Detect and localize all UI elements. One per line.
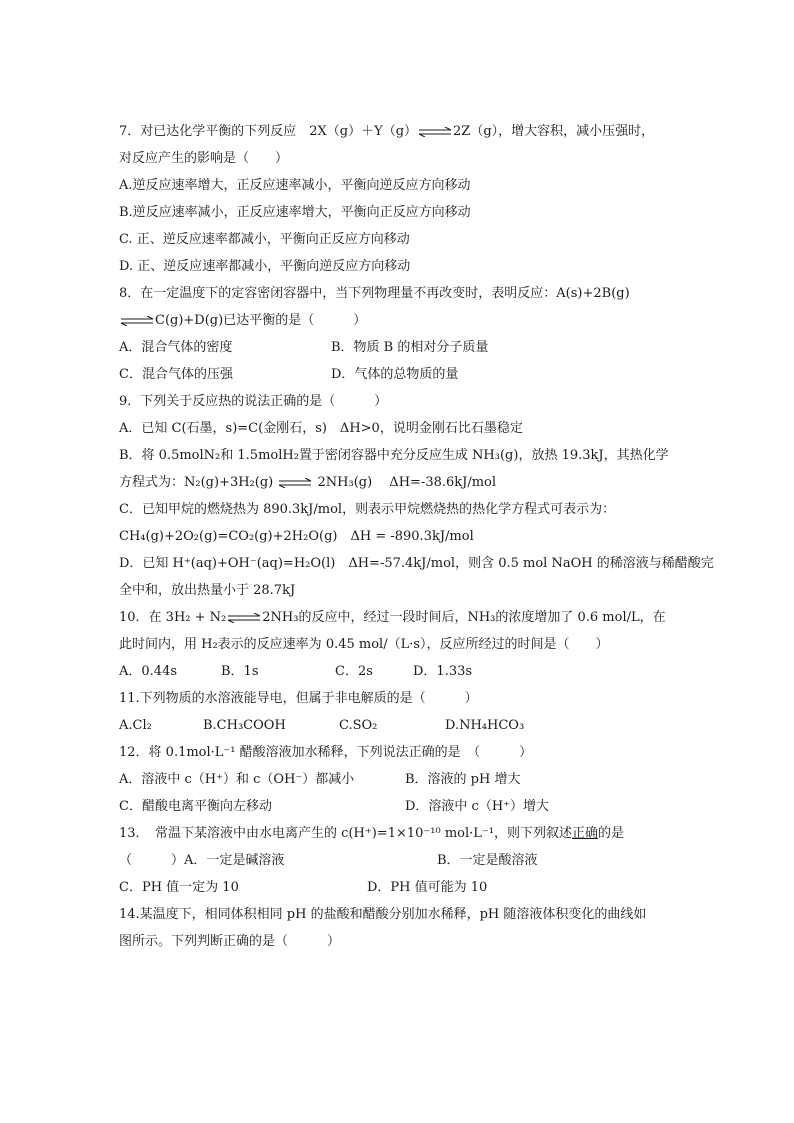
q7-option-a: A.逆反应速率增大，正反应速率减小，平衡向逆反应方向移动 xyxy=(119,178,471,193)
q8-option-d: D．气体的总物质的量 xyxy=(331,367,459,382)
q14-line2: 图所示。下列判断正确的是（ ） xyxy=(119,934,341,949)
q12-option-a: A．溶液中 c（H⁺）和 c（OH⁻）都减小 xyxy=(119,772,355,787)
q11-line1: 11.下列物质的水溶液能导电，但属于非电解质的是（ ） xyxy=(119,691,478,706)
q9-line1: 9．下列关于反应热的说法正确的是（ ） xyxy=(119,394,388,409)
q7-line1 xyxy=(119,123,679,141)
q13-option-d: D．PH 值可能为 10 xyxy=(367,880,488,895)
q9-option-b-line2 xyxy=(119,474,679,492)
q8-line2-text: C(g)+D(g)已达平衡的是（ ） xyxy=(155,313,367,328)
equilibrium-arrow-icon xyxy=(278,478,312,488)
q9-option-a: A．已知 C(石墨，s)=C(金刚石，s) ΔH>0，说明金刚石比石墨稳定 xyxy=(119,421,523,436)
q11-option-d: D.NH₄HCO₃ xyxy=(445,718,525,733)
q8-line1: 8．在一定温度下的定容密闭容器中，当下列物理量不再改变时，表明反应：A(s)+2B(g) xyxy=(119,286,630,301)
q10-line1 xyxy=(119,609,679,627)
q10-option-a: A．0.44s xyxy=(119,664,178,679)
q9-option-c-line1: C．已知甲烷的燃烧热为 890.3kJ/mol，则表示甲烷燃烧热的热化学方程式可表示为： xyxy=(119,502,616,517)
q10-line2: 此时间内，用 H₂表示的反应速率为 0.45 mol/（L·s），反应所经过的时间是（ ） xyxy=(119,637,609,652)
q12-options-row2 xyxy=(119,798,679,816)
q12-option-d: D．溶液中 c（H⁺）增大 xyxy=(405,799,550,814)
q13-option-b: B．一定是酸溶液 xyxy=(437,853,538,868)
q13-line2 xyxy=(119,852,679,870)
q11-option-b: B.CH₃COOH xyxy=(203,718,286,733)
q13-option-a: （ ）A．一定是碱溶液 xyxy=(119,853,285,868)
q11-option-a: A.Cl₂ xyxy=(119,718,152,733)
equilibrium-arrow-icon xyxy=(120,316,154,326)
q13-text-post: 的是 xyxy=(597,826,624,841)
q13-underlined-word: 正确 xyxy=(571,826,598,841)
q9-option-b-line1: B．将 0.5molN₂和 1.5molH₂置于密闭容器中充分反应生成 NH₃(g)，放热 19.3kJ，其热化学 xyxy=(119,448,669,463)
q8-option-b: B．物质 B 的相对分子质量 xyxy=(331,340,489,355)
q12-option-b: B．溶液的 pH 增大 xyxy=(405,772,521,787)
q8-option-c: C．混合气体的压强 xyxy=(119,367,233,382)
q8-option-a: A．混合气体的密度 xyxy=(119,340,233,355)
q8-options-row2 xyxy=(119,366,679,384)
q10-options xyxy=(119,663,679,681)
q7-text-pre: 7．对已达化学平衡的下列反应 2X（g）＋Y（g） xyxy=(119,124,418,139)
q13-text-pre: 13． 常温下某溶液中由水电离产生的 c(H⁺)=1×10⁻¹⁰ mol·L⁻¹，则下列叙述 xyxy=(119,826,572,841)
q12-option-c: C．醋酸电离平衡向左移动 xyxy=(119,799,272,814)
q11-options xyxy=(119,717,679,735)
q9-option-d-line2: 全中和，放出热量小于 28.7kJ xyxy=(119,583,296,598)
q13-options-row2 xyxy=(119,879,679,897)
q13-option-c: C．PH 值一定为 10 xyxy=(119,880,239,895)
q9-b2-text-post: 2NH₃(g) ΔH=-38.6kJ/mol xyxy=(317,475,497,490)
q14-line1: 14.某温度下，相同体积相同 pH 的盐酸和醋酸分别加水稀释，pH 随溶液体积变化的曲线如 xyxy=(119,907,647,922)
q9-option-c-line2: CH₄(g)+2O₂(g)=CO₂(g)+2H₂O(g) ΔH = -890.3kJ/mol xyxy=(119,529,474,544)
q10-text-pre: 10．在 3H₂ + N₂ xyxy=(119,610,227,625)
q9-option-d-line1: D．已知 H⁺(aq)+OH⁻(aq)=H₂O(l) ΔH=-57.4kJ/mol，则含 0.5 mol NaOH 的稀溶液与稀醋酸完 xyxy=(119,556,714,571)
q7-option-c: C. 正、逆反应速率都减小，平衡向正反应方向移动 xyxy=(119,232,410,247)
q7-line2: 对反应产生的影响是（ ） xyxy=(119,151,289,166)
q9-b2-text-pre: 方程式为：N₂(g)+3H₂(g) xyxy=(119,475,274,490)
equilibrium-arrow-icon xyxy=(418,127,452,137)
q13-line1 xyxy=(119,825,679,843)
q8-options-row1 xyxy=(119,339,679,357)
q11-option-c: C.SO₂ xyxy=(339,718,378,733)
q8-line2 xyxy=(119,312,679,330)
q10-option-d: D．1.33s xyxy=(413,664,473,679)
q10-text-post: 2NH₃的反应中，经过一段时间后，NH₃的浓度增加了 0.6 mol/L，在 xyxy=(262,610,666,625)
q12-line1: 12．将 0.1mol·L⁻¹ 醋酸溶液加水稀释，下列说法正确的是 （ ） xyxy=(119,745,533,760)
q10-option-b: B．1s xyxy=(221,664,259,679)
q10-option-c: C．2s xyxy=(335,664,373,679)
q7-option-d: D. 正、逆反应速率都减小，平衡向逆反应方向移动 xyxy=(119,259,411,274)
q12-options-row1 xyxy=(119,771,679,789)
equilibrium-arrow-icon xyxy=(227,613,261,623)
q7-text-post: 2Z（g），增大容积，减小压强时， xyxy=(453,124,655,139)
q7-option-b: B.逆反应速率减小，正反应速率增大，平衡向正反应方向移动 xyxy=(119,205,471,220)
